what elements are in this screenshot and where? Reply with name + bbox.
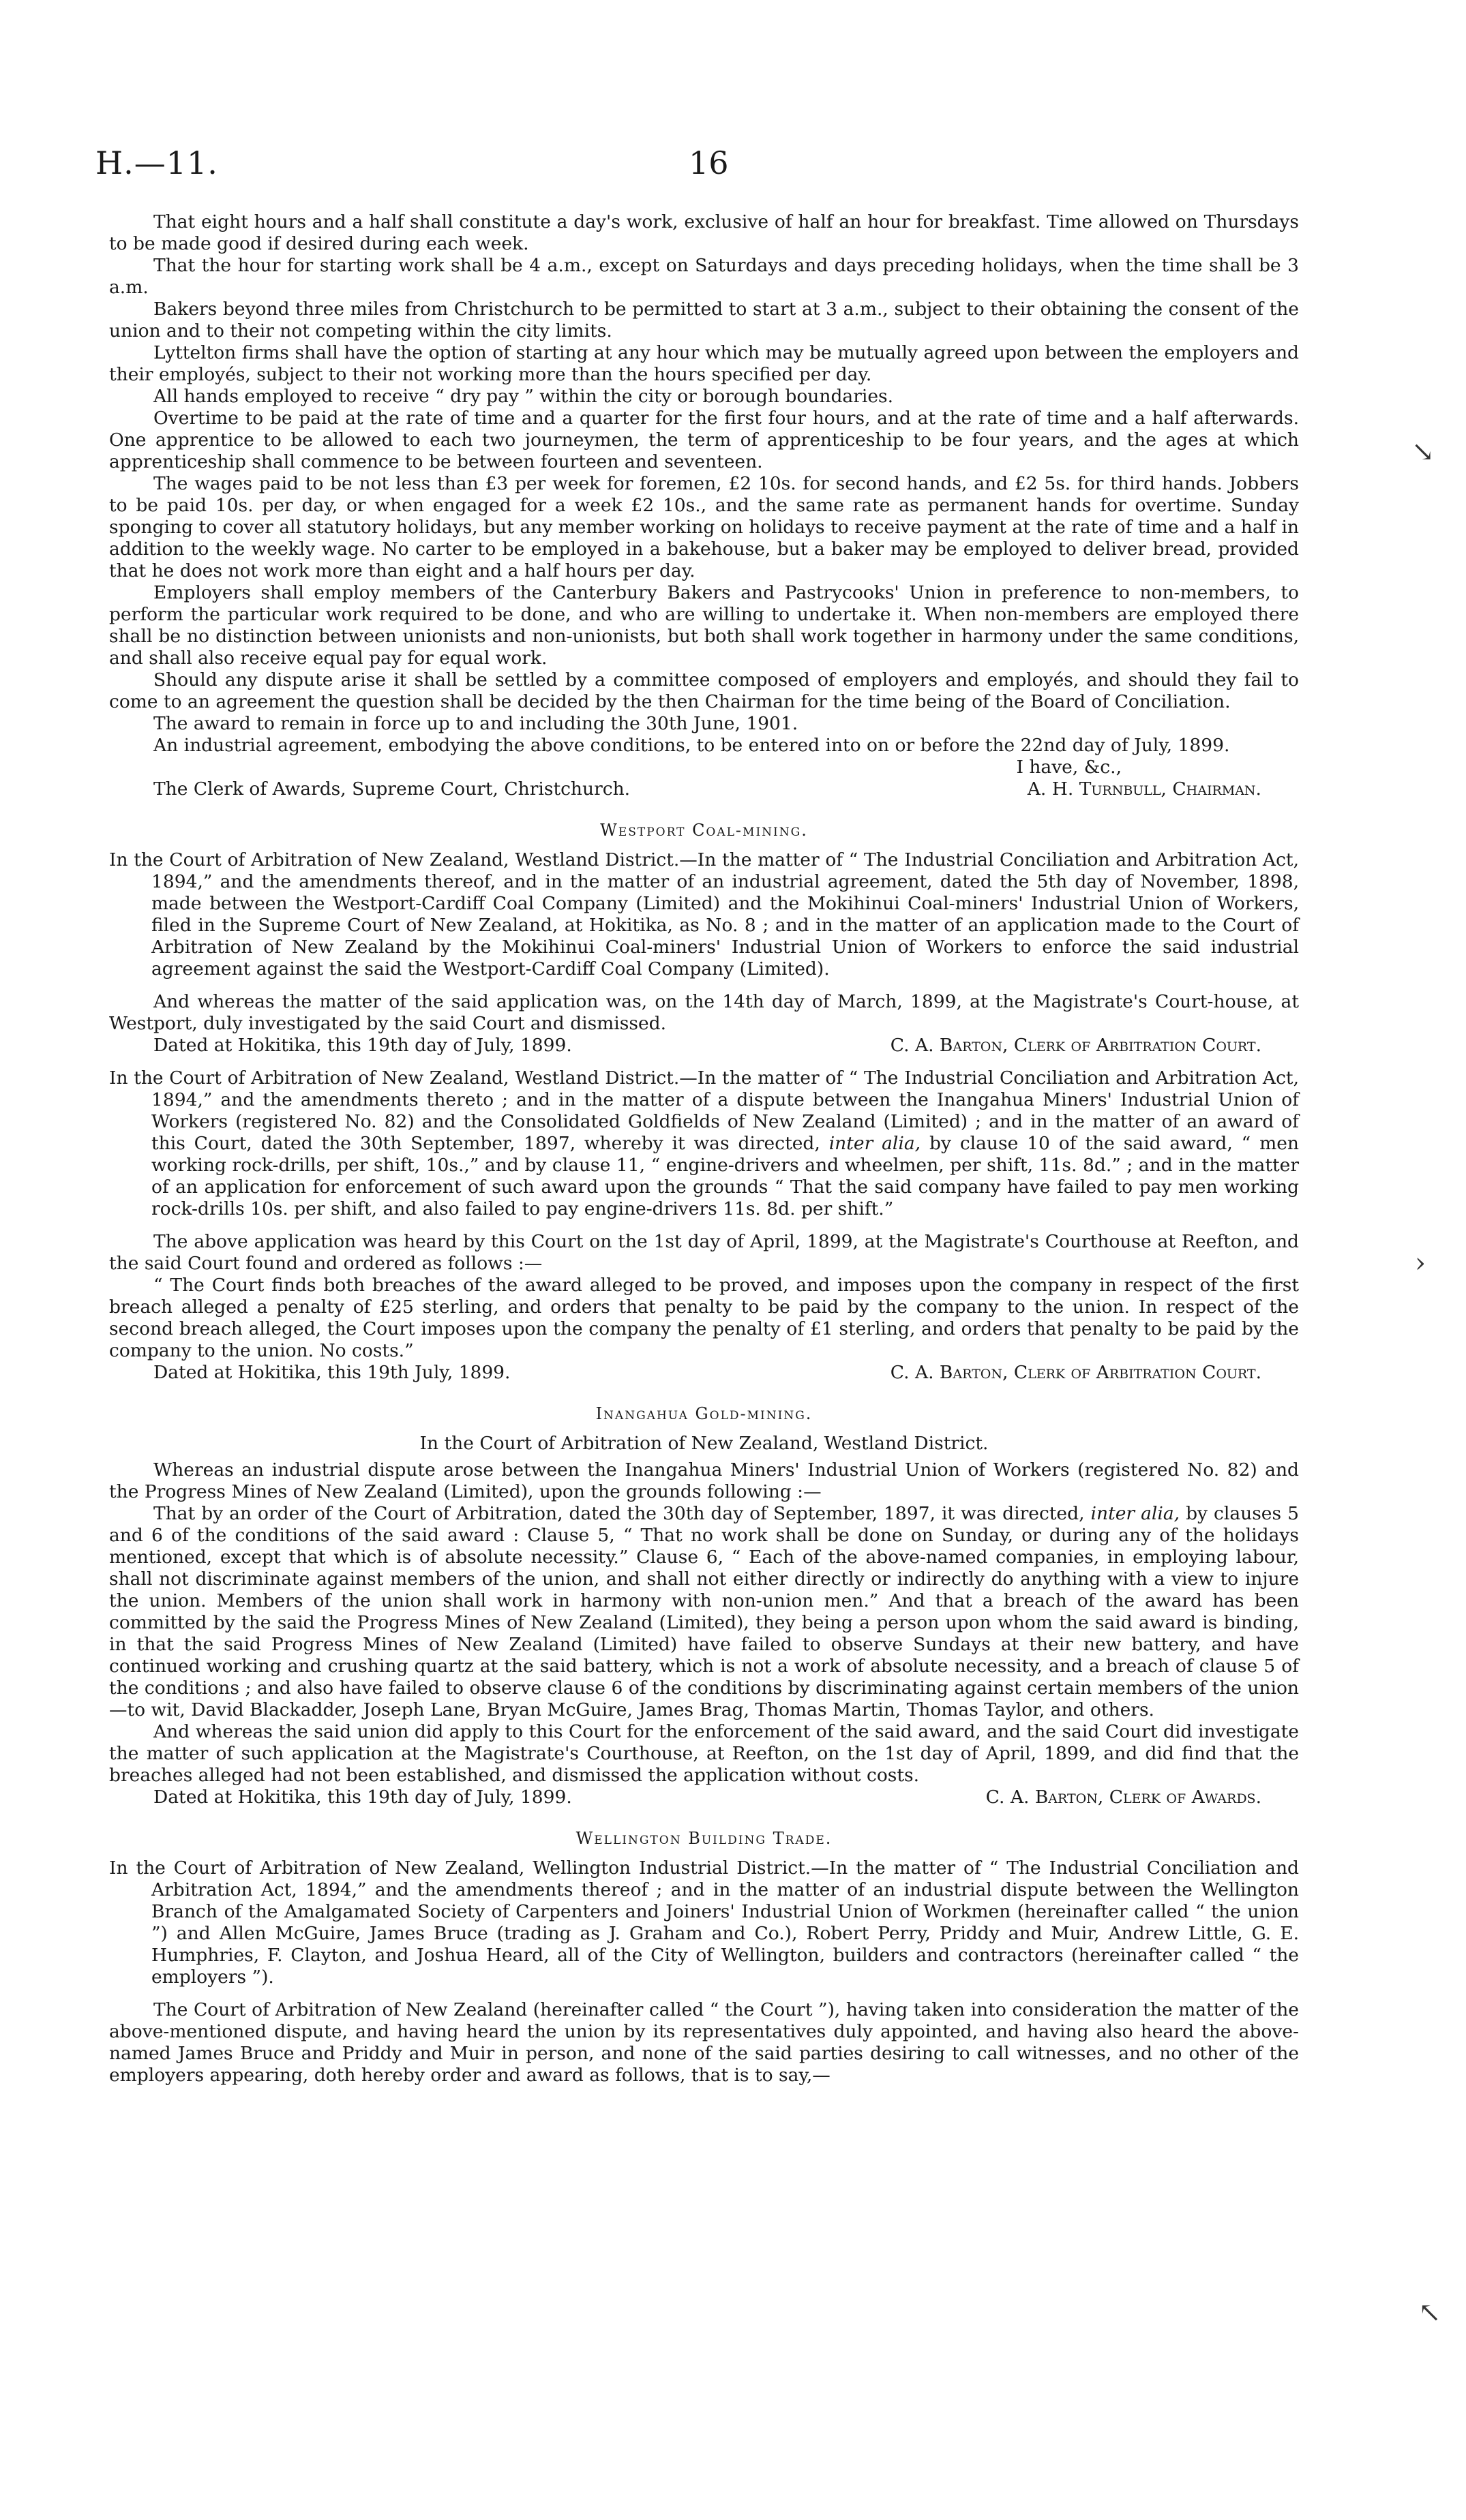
paragraph: And whereas the matter of the said application was, on the 14th day of March, 1899, at the Magistrate's Court-house, at Westport, duly investigated by the said Court and dismissed. [109, 991, 1299, 1034]
signature-row [109, 1787, 1299, 1808]
page-number: 16 [689, 145, 729, 181]
paragraph: The wages paid to be not less than £3 per week for foremen, £2 10s. for second hands, and £2 5s. for third hands. Jobbers to be paid 10s. per day, or when engaged for a week £2 10s., and the same rate as permanent hands for overtime. Sunday sponging to cover all statutory holidays, but any member working on holidays to receive payment at the rate of time and a half in addition to the weekly wage. No carter to be employed in a bakehouse, but a baker may be employed to deliver bread, provided that he does not work more than eight and a half hours per day. [109, 473, 1299, 581]
paragraph: Overtime to be paid at the rate of time and a quarter for the first four hours, and at the rate of time and a half afterwards. One apprentice to be allowed to each two journeymen, the term of apprenticeship to be four years, and the ages at which apprenticeship shall commence to be between fourteen and seventeen. [109, 408, 1299, 472]
paragraph: Should any dispute arise it shall be settled by a committee composed of employers and employés, and should they fail to come to an agreement the question shall be decided by the then Chairman for the time being of the Board of Conciliation. [109, 669, 1299, 712]
section-intro: In the Court of Arbitration of New Zealand, Westland District.—In the matter of “ The Industrial Conciliation and Arbitration Act, 1894,” and the amendments thereto ; and in the matter of a dispute between the Inangahua Miners' Industrial Union of Workers (registered No. 82) and the Consolidated Goldfields of New Zealand (Limited) ; and in the matter of an award of this Court, dated the 30th September, 1897, whereby it was directed, inter alia, by clause 10 of the said award, “ men working rock-drills, per shift, 10s.,” and by clause 11, “ engine-drivers and wheelmen, per shift, 11s. 8d.” ; and in the matter of an application for enforcement of such award upon the grounds “ That the said company have failed to pay men working rock-drills 10s. per shift, and also failed to pay engine-drivers 11s. 8d. per shift.” [109, 1067, 1299, 1219]
paragraph: All hands employed to receive “ dry pay ” within the city or borough boundaries. [153, 386, 894, 407]
reefton-enforcement-section [109, 1067, 1299, 1384]
closing-row [109, 757, 1299, 778]
paragraph: The award to remain in force up to and including the 30th June, 1901. [153, 713, 798, 734]
section-title: Inangahua Gold-mining. [595, 1404, 813, 1423]
document-body [109, 211, 1299, 2086]
addressee: The Clerk of Awards, Supreme Court, Christchurch. [153, 778, 631, 800]
paragraph: That eight hours and a half shall constitute a day's work, exclusive of half an hour for breakfast. Time allowed on Thursdays to be made good if desired during each week. [109, 211, 1299, 254]
section-title: Wellington Building Trade. [575, 1829, 833, 1848]
dated-line: Dated at Hokitika, this 19th day of July, 1899. [153, 1787, 572, 1808]
signature: C. A. Barton, Clerk of Arbitration Court. [890, 1362, 1261, 1383]
section-subtitle: In the Court of Arbitration of New Zealand, Westland District. [419, 1433, 989, 1454]
westport-section [109, 821, 1299, 1057]
signature: A. H. Turnbull, Chairman. [1027, 778, 1261, 800]
paragraph: That by an order of the Court of Arbitration, dated the 30th day of September, 1897, it was directed, inter alia, by clauses 5 and 6 of the conditions of the said award : Clause 5, “ That no work shall be done on Sunday, or during any of the holidays mentioned, except that which is of absolute necessity.” Clause 6, “ Each of the above-named companies, in employing labour, shall not discriminate against members of the union, and shall not either directly or indirectly do anything with a view to injure the union. Members of the union shall work in harmony with non-union men.” And that a breach of the award has been committed by the said the Progress Mines of New Zealand (Limited), they being a person upon whom the said award is binding, in that the said Progress Mines of New Zealand (Limited) have failed to observe Sundays at their new battery, and have continued working and crushing quartz at the said battery, which is not a work of absolute necessity, and a breach of clause 5 of the conditions ; and also have failed to observe clause 6 of the conditions by discriminating against certain members of the union—to wit, David Blackadder, Joseph Lane, Bryan McGuire, James Brag, Thomas Martin, Thomas Taylor, and others. [109, 1503, 1299, 1720]
paragraph: The above application was heard by this Court on the 1st day of April, 1899, at the Magistrate's Courthouse at Reefton, and the said Court found and ordered as follows :— [109, 1231, 1299, 1274]
signature-row [109, 1362, 1299, 1384]
paragraph: “ The Court finds both breaches of the award alleged to be proved, and imposes upon the company in respect of the first breach alleged a penalty of £25 sterling, and orders that penalty to be paid by the company to the union. In respect of the second breach alleged, the Court imposes upon the company the penalty of £1 sterling, and orders that penalty to be paid by the company to the union. No costs.” [109, 1275, 1299, 1361]
closing: I have, &c., [1016, 757, 1122, 778]
paragraph: And whereas the said union did apply to this Court for the enforcement of the said award, and the said Court did investigate the matter of such application at the Magistrate's Courthouse, at Reefton, on the 1st day of April, 1899, and did find that the breaches alleged had not been established, and dismissed the application without costs. [109, 1721, 1299, 1786]
margin-mark-icon: ↖ [1418, 2297, 1441, 2328]
signature: C. A. Barton, Clerk of Awards. [985, 1787, 1261, 1808]
section-title: Westport Coal-mining. [600, 821, 808, 840]
paragraph: The Court of Arbitration of New Zealand (hereinafter called “ the Court ”), having taken into consideration the matter of the above-mentioned dispute, and having heard the union by its representatives duly appointed, and having also heard the above-named James Bruce and Priddy and Muir in person, and none of the said parties desiring to call witnesses, and no other of the employers appearing, doth hereby order and award as follows, that is to say,— [109, 1999, 1299, 2086]
section-intro: In the Court of Arbitration of New Zealand, Westland District.—In the matter of “ The Industrial Conciliation and Arbitration Act, 1894,” and the amendments thereof, and in the matter of an industrial agreement, dated the 5th day of November, 1898, made between the Westport-Cardiff Coal Company (Limited) and the Mokihinui Coal-miners' Industrial Union of Workers, filed in the Supreme Court of New Zealand, at Hokitika, as No. 8 ; and in the matter of an application made to the Court of Arbitration of New Zealand by the Mokihinui Coal-miners' Industrial Union of Workers to enforce the said industrial agreement against the said the Westport-Cardiff Coal Company (Limited). [109, 849, 1299, 980]
signature-row [109, 1035, 1299, 1057]
dated-line: Dated at Hokitika, this 19th day of July, 1899. [153, 1035, 572, 1056]
margin-mark-icon: › [1415, 1247, 1426, 1279]
signature: C. A. Barton, Clerk of Arbitration Court. [890, 1035, 1261, 1056]
document-code: H.—11. [95, 145, 218, 181]
section-intro: In the Court of Arbitration of New Zealand, Wellington Industrial District.—In the matter of “ The Industrial Conciliation and Arbitration Act, 1894,” and the amendments thereof ; and in the matter of an industrial dispute between the Wellington Branch of the Amalgamated Society of Carpenters and Joiners' Industrial Union of Workmen (hereinafter called “ the union ”) and Allen McGuire, James Bruce (trading as J. Graham and Co.), Robert Perry, Priddy and Muir, Andrew Little, G. E. Humphries, F. Clayton, and Joshua Heard, all of the City of Wellington, builders and contractors (hereinafter called “ the employers ”). [109, 1857, 1299, 1988]
paragraph: An industrial agreement, embodying the above conditions, to be entered into on or before the 22nd day of July, 1899. [153, 735, 1230, 756]
dated-line: Dated at Hokitika, this 19th July, 1899. [153, 1362, 511, 1383]
wellington-section [109, 1829, 1299, 2086]
paragraph: Whereas an industrial dispute arose between the Inangahua Miners' Industrial Union of Workers (registered No. 82) and the Progress Mines of New Zealand (Limited), upon the grounds following :— [109, 1459, 1299, 1502]
margin-mark-icon: ↘ [1411, 436, 1435, 468]
paragraph: Lyttelton firms shall have the option of starting at any hour which may be mutually agreed upon between the employers and their employés, subject to their not working more than the hours specified per day. [109, 342, 1299, 385]
page-header [95, 145, 777, 192]
paragraph: Bakers beyond three miles from Christchurch to be permitted to start at 3 a.m., subject to their obtaining the consent of the union and to their not competing within the city limits. [109, 299, 1299, 341]
paragraph: That the hour for starting work shall be 4 a.m., except on Saturdays and days preceding holidays, when the time shall be 3 a.m. [109, 255, 1299, 298]
inangahua-gold-section [109, 1404, 1299, 1808]
bakers-award [109, 211, 1299, 800]
paragraph: Employers shall employ members of the Canterbury Bakers and Pastrycooks' Union in preference to non-members, to perform the particular work required to be done, and who are willing to undertake it. When non-members are employed there shall be no distinction between unionists and non-unionists, but both shall work together in harmony under the same conditions, and shall also receive equal pay for equal work. [109, 582, 1299, 669]
signature-row [109, 778, 1299, 800]
